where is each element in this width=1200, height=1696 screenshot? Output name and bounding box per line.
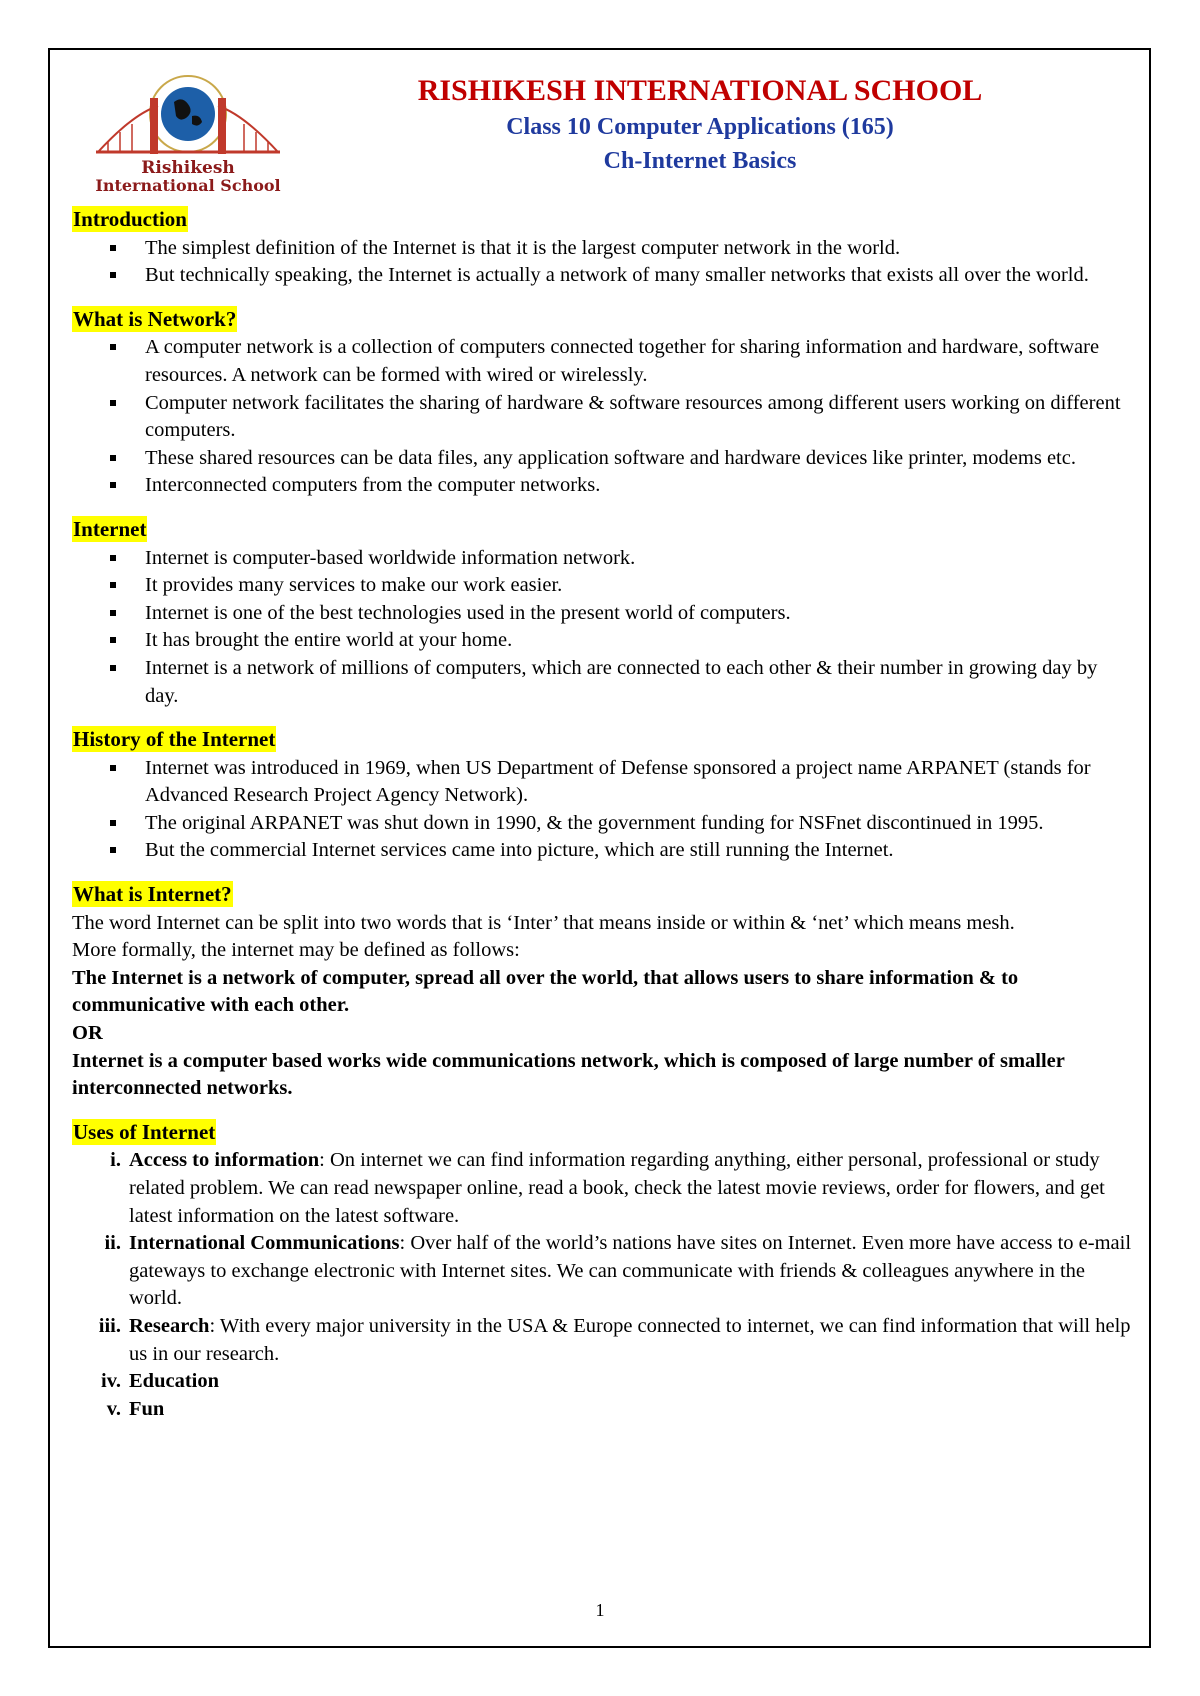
use-term: Fun [129,1397,165,1420]
list-item [106,1396,1132,1424]
list-item: These shared resources can be data files, any application software and hardware devices like printer, modems etc. [145,445,1132,473]
or-separator: OR [72,1022,103,1045]
document-body [72,206,1132,1439]
list-item: Internet is one of the best technologies used in the present world of computers. [145,600,1132,628]
section-title-what-is-internet: What is Internet? [73,882,232,907]
list-item: Internet is computer-based worldwide information network. [145,545,1132,573]
logo-graphic [88,72,288,194]
list-number: iv. [101,1370,121,1393]
list-item [110,1147,1132,1230]
section-history [72,726,1132,865]
use-desc: : On internet we can find information regarding anything, either personal, professional or study related problem. We can read newspaper online, read a book, check the latest movie reviews, order for flowers, and get latest information on the latest software. [129,1149,1105,1227]
chapter-title: Ch-Internet Basics [603,148,797,174]
section-title-network: What is Network? [73,306,237,331]
list-item: The original ARPANET was shut down in 1990, & the government funding for NSFnet discontinued in 1995. [145,810,1132,838]
list-item: A computer network is a collection of computers connected together for sharing information and hardware, software resources. A network can be formed with wired or wirelessly. [145,334,1132,389]
list-item: But the commercial Internet services came into picture, which are still running the Internet. [145,837,1132,865]
list-item: Computer network facilitates the sharing of hardware & software resources among different users working on different computers. [145,390,1132,445]
section-title-uses: Uses of Internet [73,1119,216,1144]
school-name: RISHIKESH INTERNATIONAL SCHOOL [417,74,983,107]
page-number: 1 [595,1600,605,1620]
section-title-history: History of the Internet [73,727,276,752]
list-number: iii. [98,1314,121,1337]
list-item: Internet is a network of millions of computers, which are connected to each other & their number in growing day by day. [145,655,1132,710]
use-desc: : Over half of the world’s nations have sites on Internet. Even more have access to e-mail gateways to exchange electronic with Internet sites. We can communicate with friends & colleagues anywhere in the world. [129,1232,1132,1310]
section-internet [72,516,1132,710]
list-item [104,1230,1132,1313]
section-uses [72,1119,1132,1424]
section-introduction [72,206,1132,290]
list-item [98,1313,1132,1368]
list-number: i. [110,1149,121,1172]
section-what-is-internet [72,881,1132,1103]
section-title-internet: Internet [73,516,147,541]
list-item: Internet was introduced in 1969, when US Department of Defense sponsored a project name ARPANET (stands for Advanced Research Project Agency Network). [145,755,1132,810]
list-number: ii. [104,1232,121,1255]
use-term: Education [129,1370,219,1393]
use-term: International Communications [129,1232,400,1255]
use-desc: : With every major university in the USA & Europe connected to internet, we can find information that will help us in our research. [129,1314,1131,1365]
school-logo [88,72,288,194]
use-term: Access to information [129,1149,320,1172]
section-title-introduction: Introduction [73,207,187,231]
list-item [101,1368,1132,1396]
list-item: Interconnected computers from the computer networks. [145,472,1132,500]
list-item: It has brought the entire world at your home. [145,627,1132,655]
paragraph: The word Internet can be split into two words that is ‘Inter’ that means inside or within & ‘net’ which means mesh. [72,911,1015,934]
list-item: But technically speaking, the Internet is actually a network of many smaller networks that exists all over the world. [145,262,1132,290]
use-term: Research [129,1314,210,1337]
section-network [72,306,1132,500]
definition-1: The Internet is a network of computer, spread all over the world, that allows users to share information & to communicative with each other. [72,966,1019,1017]
list-number: v. [106,1397,121,1420]
list-item: It provides many services to make our work easier. [145,572,1132,600]
class-line: Class 10 Computer Applications (165) [506,114,894,140]
definition-2: Internet is a computer based works wide communications network, which is composed of large number of smaller interconnected networks. [72,1049,1065,1100]
paragraph: More formally, the internet may be defined as follows: [72,939,520,962]
logo-text-line2: International School [95,176,281,194]
list-item: The simplest definition of the Internet is that it is the largest computer network in the world. [145,235,1132,263]
logo-text-line1: Rishikesh [141,158,235,178]
document-header [290,72,1110,178]
